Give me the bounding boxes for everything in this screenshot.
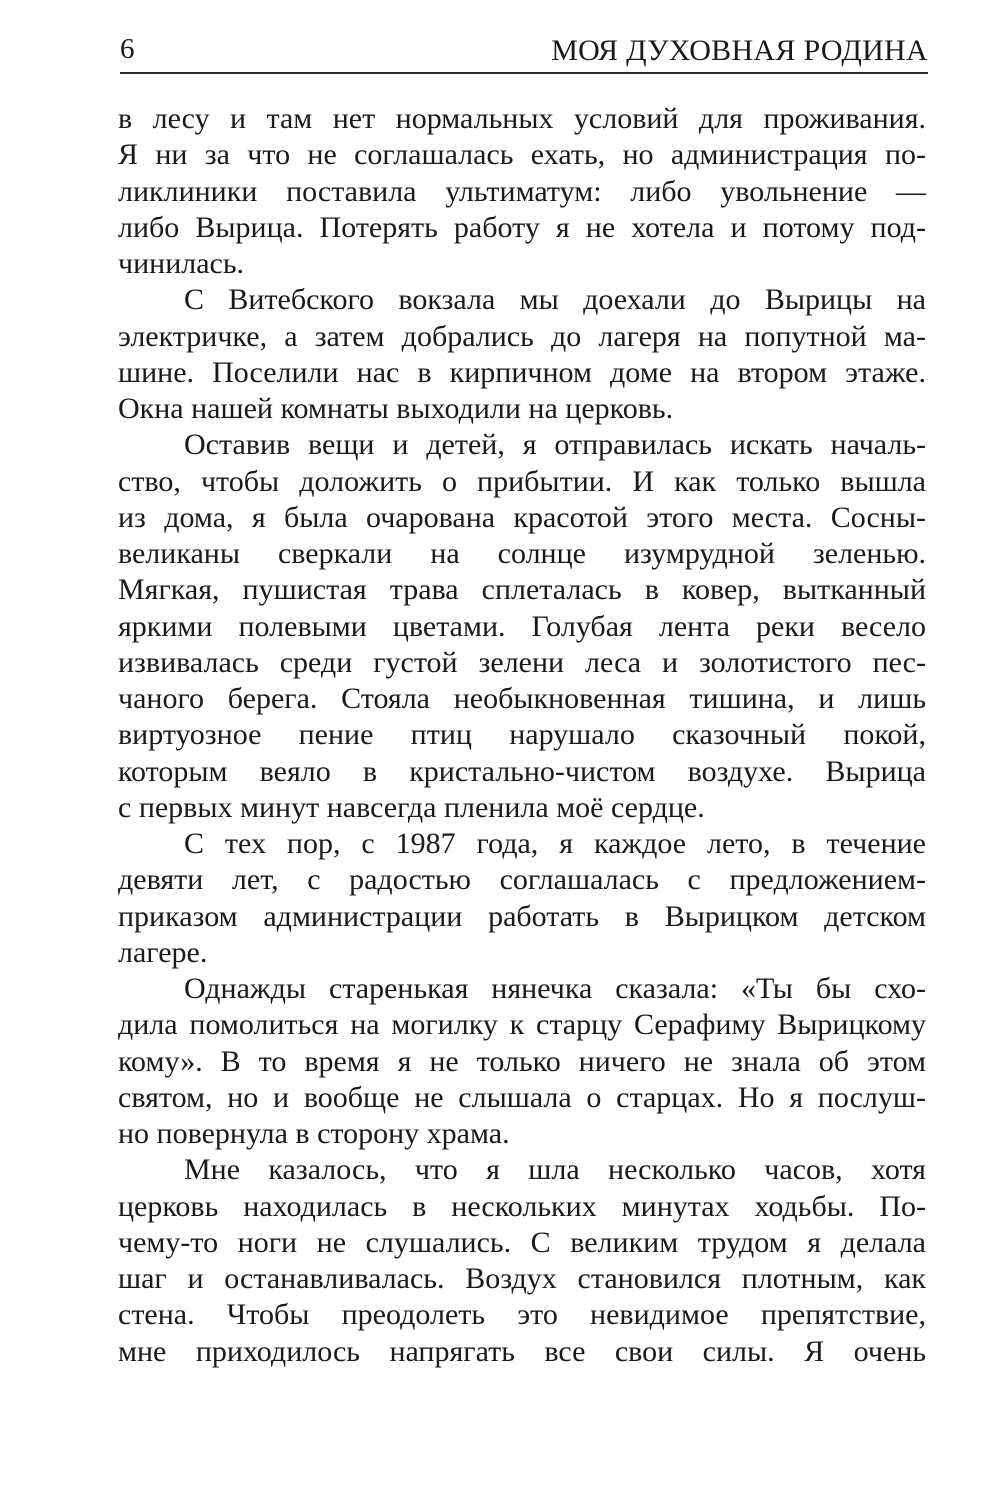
text-line: кому». В то время я не только ничего не знала об этом — [118, 1044, 926, 1078]
paragraph-5 — [118, 971, 926, 1152]
text-line: с первых минут навсегда пленила моё сердце. — [118, 790, 705, 824]
text-line: но повернула в сторону храма. — [118, 1117, 510, 1150]
page-number: 6 — [120, 33, 135, 65]
text-line: виртуозное пение птиц нарушало сказочный покой, — [118, 718, 926, 752]
text-line: ство, чтобы доложить о прибытии. И как только вышла — [118, 464, 926, 498]
text-line: ликлиники поставила ультиматум: либо увольнение — — [118, 174, 926, 208]
text-line: стена. Чтобы преодолеть это невидимое препятствие, — [118, 1298, 926, 1332]
text-line: яркими полевыми цветами. Голубая лента реки весело — [118, 609, 926, 643]
text-line: Окна нашей комнаты выходили на церковь. — [118, 392, 674, 425]
text-line: Мне казалось, что я шла несколько часов, хотя — [184, 1153, 926, 1187]
paragraph-6 — [118, 1152, 926, 1370]
running-head — [120, 28, 928, 70]
text-line: святом, но и вообще не слышала о старцах. Но я послуш- — [118, 1080, 926, 1114]
text-line: дила помолиться на могилку к старцу Серафиму Вырицкому — [118, 1008, 926, 1042]
text-line: Мягкая, пушистая трава сплеталась в ковер, вытканный — [118, 573, 926, 607]
header-rule — [120, 72, 928, 74]
text-line: приказом администрации работать в Вырицком детском — [118, 899, 926, 933]
text-line: чаного берега. Стояла необыкновенная тишина, и лишь — [118, 682, 926, 715]
text-line: либо Вырица. Потерять работу я не хотела и потому под- — [118, 210, 926, 244]
text-line: шаг и останавливалась. Воздух становился плотным, как — [118, 1262, 926, 1295]
text-line: из дома, я была очарована красотой этого места. Сосны- — [118, 500, 926, 534]
paragraph-2 — [118, 282, 926, 427]
text-line: лагере. — [118, 935, 208, 969]
text-line: шине. Поселили нас в кирпичном доме на втором этаже. — [118, 355, 926, 389]
paragraph-3 — [118, 427, 926, 826]
running-title: МОЯ ДУХОВНАЯ РОДИНА — [551, 34, 928, 67]
paragraph-1 — [118, 101, 926, 282]
paragraph-4 — [118, 826, 926, 971]
text-line: Оставив вещи и детей, я отправилась искать началь- — [184, 428, 926, 462]
text-line: Я ни за что не соглашалась ехать, но администрация по- — [118, 138, 926, 172]
text-line: электричке, а затем добрались до лагеря на попутной ма- — [118, 319, 926, 353]
text-line: Однажды старенькая нянечка сказала: «Ты бы схо- — [184, 972, 926, 1005]
text-line: чему-то ноги не слушались. С великим трудом я делала — [118, 1225, 926, 1259]
text-line: чинилась. — [118, 247, 245, 280]
text-line: извивалась среди густой зелени леса и золотистого пес- — [118, 645, 926, 679]
text-line: великаны сверкали на солнце изумрудной зеленью. — [118, 537, 926, 570]
text-line: девяти лет, с радостью соглашалась с предложением- — [118, 863, 926, 897]
text-line: С Витебского вокзала мы доехали до Вырицы на — [184, 283, 926, 317]
text-line: С тех пор, с 1987 года, я каждое лето, в течение — [184, 827, 926, 860]
text-line: которым веяло в кристально-чистом воздухе. Вырица — [118, 754, 926, 788]
text-line: церковь находилась в нескольких минутах ходьбы. По- — [118, 1189, 926, 1223]
text-line: в лесу и там нет нормальных условий для проживания. — [118, 102, 926, 135]
text-line: мне приходилось напрягать все свои силы. Я очень — [118, 1334, 926, 1368]
body-text — [118, 101, 926, 1370]
